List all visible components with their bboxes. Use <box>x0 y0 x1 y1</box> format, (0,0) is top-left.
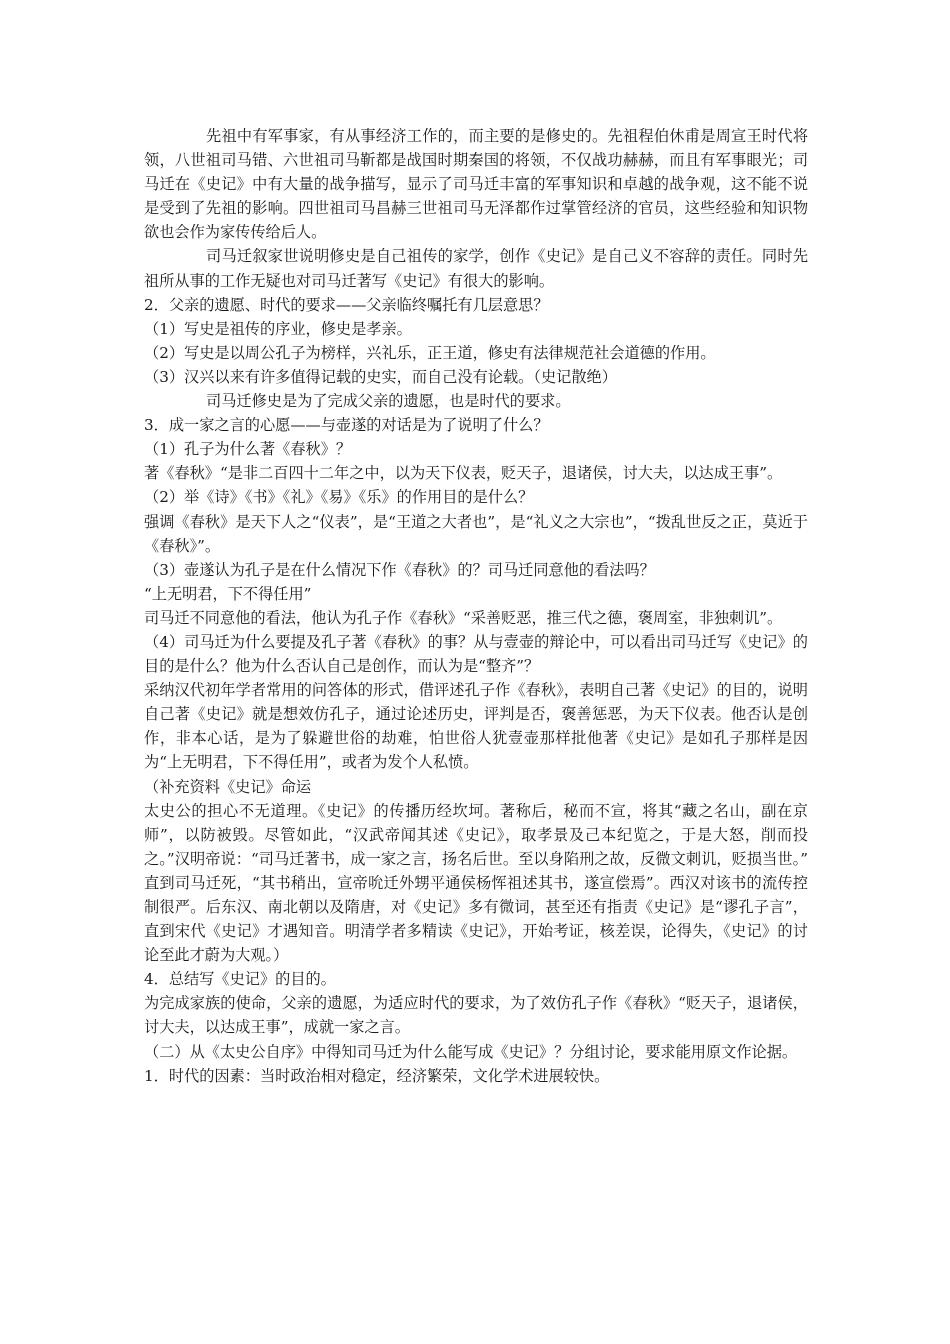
list-item: （2）写史是以周公孔子为榜样，兴礼乐，正王道，修史有法律规范社会道德的作用。 <box>144 343 716 362</box>
answer: 强调《春秋》是天下人之“仪表”，是“王道之大者也”，是“礼义之大宗也”，“拨乱世反之正，莫近于《春秋》”。 <box>144 512 808 555</box>
section-heading: （二）从《太史公自序》中得知司马迁为什么能写成《史记》？分组讨论，要求能用原文作论据。 <box>144 1042 798 1061</box>
answer: 为完成家族的使命，父亲的遗愿，为适应时代的要求，为了效仿孔子作《春秋》“贬天子，退诸侯，讨大夫，以达成王事”，成就一家之言。 <box>144 994 808 1037</box>
heading-father-wish: 2．父亲的遗愿、时代的要求——父亲临终嘱托有几层意思？ <box>144 295 549 314</box>
question: （4）司马迁为什么要提及孔子著《春秋》的事？从与壹壶的辩论中，可以看出司马迁写《史记》的目的是什么？他为什么否认自己是创作，而认为是“整齐”？ <box>144 632 808 676</box>
document-body <box>144 124 808 1088</box>
quote: “上无明君，下不得任用” <box>144 584 312 603</box>
supplement-heading: （补充资料《史记》命运 <box>144 777 312 796</box>
list-item: （3）汉兴以来有许多值得记载的史实，而自己没有论载。（史记散绝） <box>144 367 617 386</box>
list-item: 1．时代的因素：当时政治相对稳定，经济繁荣，文化学术进展较快。 <box>144 1066 610 1085</box>
paragraph-father-summary: 司马迁修史是为了完成父亲的遗愿，也是时代的要求。 <box>206 392 571 411</box>
supplement-body: 太史公的担心不无道理。《史记》的传播历经坎坷。著称后，秘而不宣，将其“藏之名山，副在京师”，以防被毁。尽管如此，“汉武帝闻其述《史记》，取孝景及己本纪览之，于是大怒，削而投之。”汉明帝说：“司马迁著书，成一家之言，扬名后世。至以身陷刑之故，反微文刺讥，贬损当世。” 直到司马迁死，“其书稍出，宣帝吮迁外甥平通侯杨恽祖述其书，遂宣偿焉”。西汉对该书的流传控制很严。后东汉、南北朝以及隋唐，对《史记》多有微词，甚至还有指责《史记》是“谬孔子言”，直到宋代《史记》才遇知音。明清学者多精读《史记》，开始考证，核差误，论得失，《史记》的讨论至此才蔚为大观。） <box>144 801 808 965</box>
answer: 采纳汉代初年学者常用的问答体的形式，借评述孔子作《春秋》，表明自己著《史记》的目的，说明自己著《史记》就是想效仿孔子，通过论述历史，评判是否，褒善惩恶，为天下仪表。他否认是创作，非本心话，是为了躲避世俗的劫难，怕世俗人犹壹壶那样批他著《史记》是如孔子那样是因为“上无明君，下不得任用”，或者为发个人私愤。 <box>144 681 808 772</box>
paragraph-family-summary: 司马迁叙家世说明修史是自己祖传的家学，创作《史记》是自己义不容辞的责任。同时先祖所从事的工作无疑也对司马迁著写《史记》有很大的影响。 <box>144 247 808 290</box>
answer: 司马迁不同意他的看法，他认为孔子作《春秋》“采善贬恶，推三代之德，褒周室，非独刺讥”。 <box>144 608 783 627</box>
question: （1）孔子为什么著《春秋》？ <box>144 440 352 459</box>
question: （3）壶遂认为孔子是在什么情况下作《春秋》的？司马迁同意他的看法吗？ <box>144 560 655 579</box>
paragraph-ancestors: 先祖中有军事家，有从事经济工作的，而主要的是修史的。先祖程伯休甫是周宣王时代将领，八世祖司马错、六世祖司马靳都是战国时期秦国的将领，不仅战功赫赫，而且有军事眼光；司马迁在《史记》中有大量的战争描写，显示了司马迁丰富的军事知识和卓越的战争观，这不能不说是受到了先祖的影响。四世祖司马昌赫三世祖司马无泽都作过掌管经济的官员，这些经验和知识物欲也会作为家传传给后人。 <box>144 127 808 242</box>
question: （2）举《诗》《书》《礼》《易》《乐》的作用目的是什么？ <box>144 488 534 507</box>
heading-purpose-summary: 4．总结写《史记》的目的。 <box>144 970 336 989</box>
heading-own-school: 3．成一家之言的心愿——与壶遂的对话是为了说明了什么？ <box>144 416 549 435</box>
list-item: （1）写史是祖传的序业，修史是孝亲。 <box>144 319 412 338</box>
answer: 著《春秋》“是非二百四十二年之中，以为天下仪表，贬天子，退诸侯，讨大夫，以达成王事”。 <box>144 464 783 483</box>
